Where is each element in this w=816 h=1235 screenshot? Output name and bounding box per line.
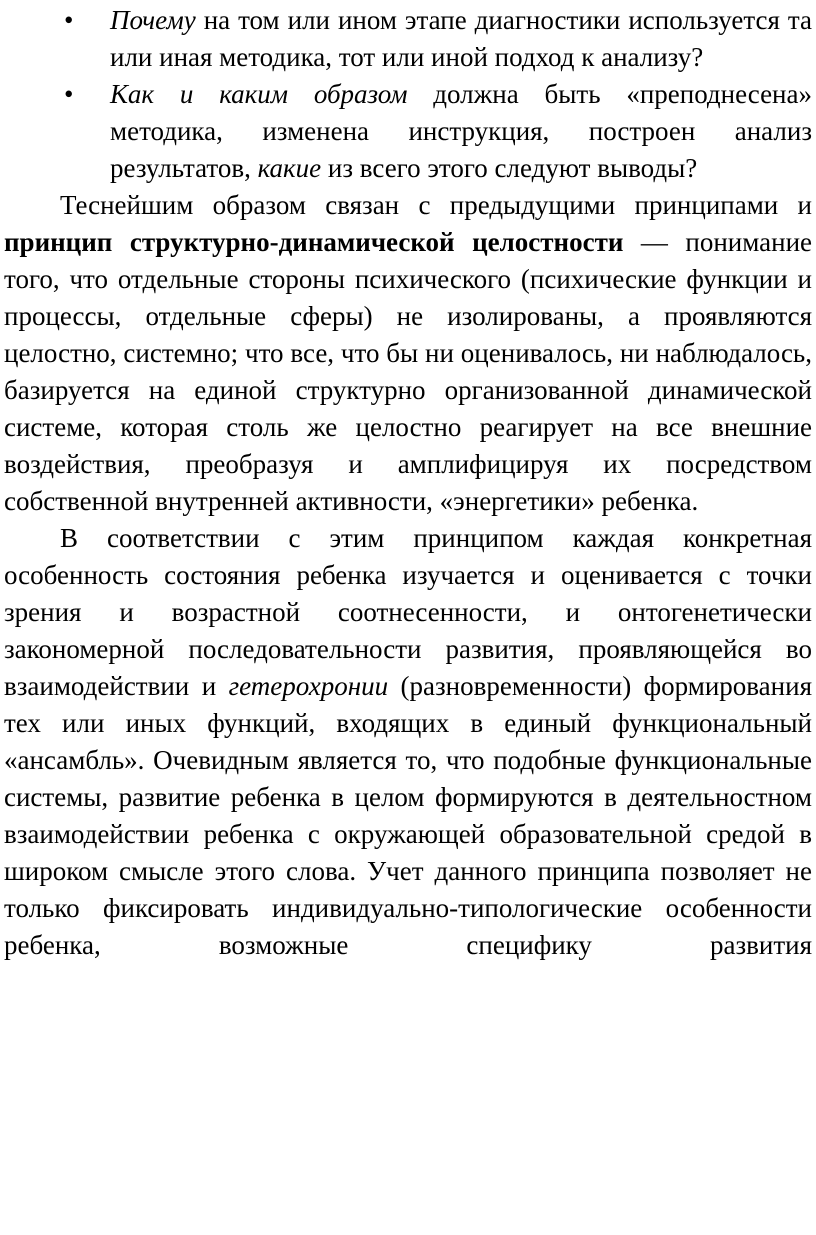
italic-term: гетерохронии xyxy=(228,671,389,701)
paragraph-text: (разновременности) формирования тех или иных функций, входящих в единый функциональный «ансамбль». Очевидным является то, что подобные функциональные системы, развитие ребенка в целом формируются в деятельностном взаимодействии ребенка с окружающей образовательной средой в широком смысле этого слова. Учет данного принципа позволяет не только фиксировать индивидуально-типологические особенности ребенка, возможные специфику развития xyxy=(4,671,812,960)
paragraph-text: — понимание того, что отдельные стороны психического (психические функции и процессы, отдельные сферы) не изолированы, а проявляются целостно, системно; что все, что бы ни оценивалось, ни наблюдалось, базируется на единой структурно организованной динамической системе, которая столь же целостно реагирует на все внешние воздействия, преобразуя и амплифицируя их посредством собственной внутренней активности, «энергетики» ребенка. xyxy=(4,227,812,516)
bold-term: принцип структурно-динамической целостности xyxy=(4,227,624,257)
bullet-marker: • xyxy=(64,79,74,109)
document-page xyxy=(0,2,816,1235)
question-list xyxy=(4,2,812,187)
list-item-text: из всего этого следуют выводы? xyxy=(321,153,698,183)
italic-lead: Как и каким образом xyxy=(110,79,408,109)
italic-lead: Почему xyxy=(110,5,196,35)
paragraph-application xyxy=(4,520,812,964)
italic-term: какие xyxy=(257,153,322,183)
list-item-text: должна быть «преподнесена» методика, изменена инструкция, построен анализ результатов, xyxy=(110,79,812,183)
paragraph-text: Теснейшим образом связан с предыдущими принципами и xyxy=(60,190,812,220)
paragraph-integrity-principle xyxy=(4,187,812,520)
list-item xyxy=(4,76,812,187)
paragraph-text: В соответствии с этим принципом каждая конкретная особенность состояния ребенка изучается и оценивается с точки зрения и возрастной соотнесенности, и онтогенетически закономерной последовательности развития, проявляющейся во взаимодействии и xyxy=(4,523,812,701)
bullet-marker: • xyxy=(64,5,74,35)
list-item-text: на том или ином этапе диагностики используется та или иная методика, тот или иной подход к анализу? xyxy=(110,5,812,72)
list-item xyxy=(4,2,812,76)
